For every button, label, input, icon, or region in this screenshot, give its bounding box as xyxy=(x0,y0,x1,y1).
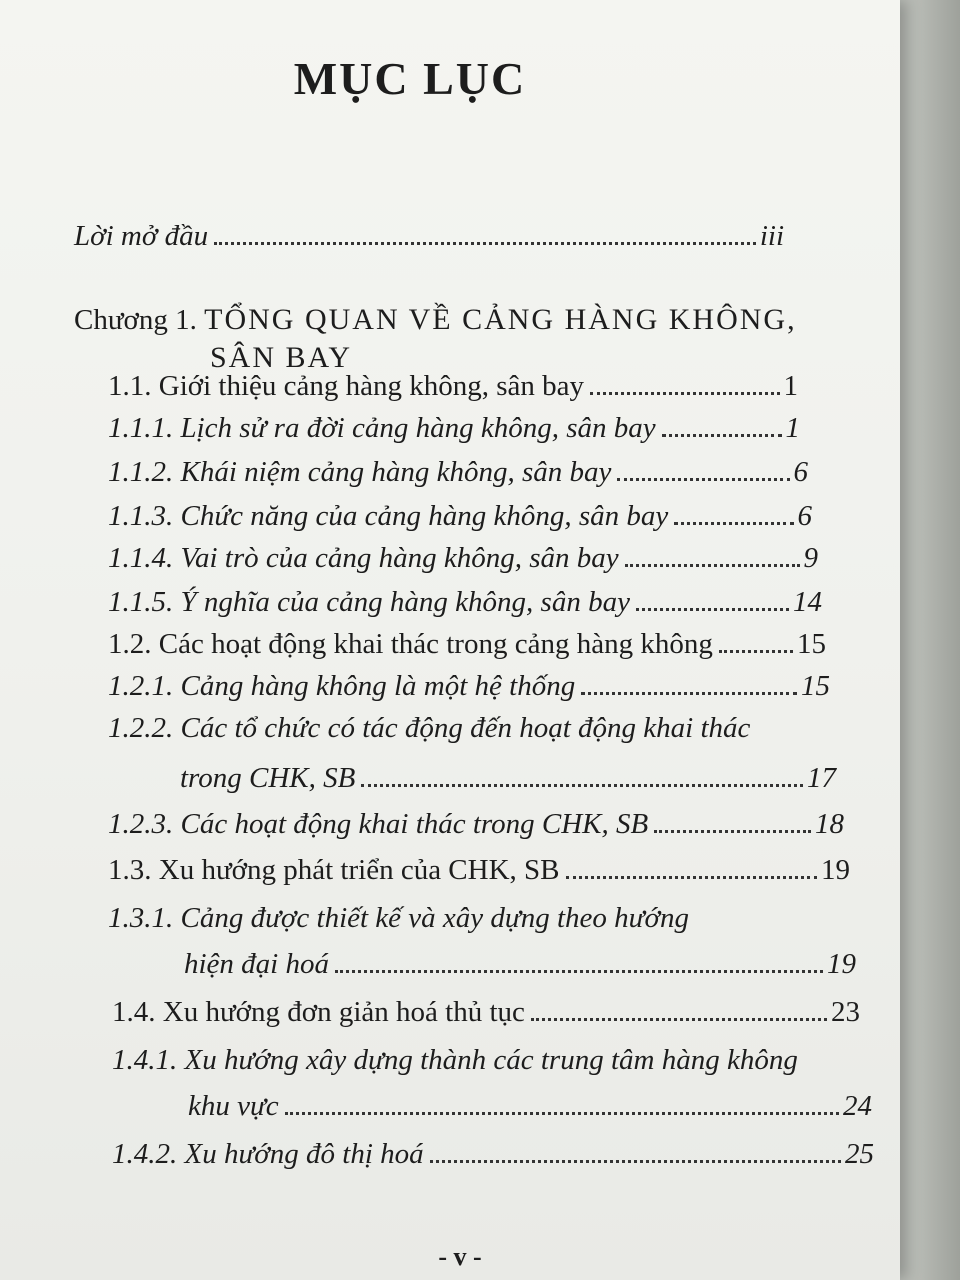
toc-entry xyxy=(112,1136,874,1172)
dot-leader xyxy=(214,242,756,245)
toc-page-number: 6 xyxy=(793,456,808,488)
toc-page-number: 17 xyxy=(807,762,836,794)
toc-page-number: 25 xyxy=(845,1138,874,1170)
dot-leader xyxy=(662,434,782,437)
chapter-title: TỔNG QUAN VỀ CẢNG HÀNG KHÔNG, xyxy=(204,303,797,336)
dot-leader xyxy=(566,876,817,879)
dot-leader xyxy=(285,1112,839,1115)
toc-entry-label: 1.2.1. Cảng hàng không là một hệ thống xyxy=(108,670,576,702)
toc-entry-label: 1.4. Xu hướng đơn giản hoá thủ tục xyxy=(112,996,525,1028)
toc-entry xyxy=(108,368,798,404)
page-title: MỤC LỤC xyxy=(293,53,527,104)
toc-entry-label: 1.1.1. Lịch sử ra đời cảng hàng không, sân bay xyxy=(108,412,656,444)
toc-page-number: 18 xyxy=(815,808,844,840)
toc-entry xyxy=(108,584,822,620)
toc-entry-label: 1.1. Giới thiệu cảng hàng không, sân bay xyxy=(108,370,585,402)
dot-leader xyxy=(625,564,800,567)
toc-entry xyxy=(108,540,818,576)
toc-entry-label: 1.2. Các hoạt động khai thác trong cảng hàng không xyxy=(108,628,713,660)
toc-entry-label: Lời mở đầu xyxy=(74,220,209,252)
chapter-heading xyxy=(74,300,797,340)
toc-entry-label: khu vực xyxy=(188,1090,279,1122)
toc-page-number: 24 xyxy=(843,1090,872,1122)
toc-page-number: 15 xyxy=(797,628,826,660)
toc-entry xyxy=(108,498,812,534)
chapter-title-line2: SÂN BAY xyxy=(210,341,353,374)
toc-page-number: 19 xyxy=(821,854,850,886)
toc-page-number: 6 xyxy=(797,500,812,532)
toc-entry-label: 1.2.2. Các tổ chức có tác động đến hoạt động khai thác xyxy=(108,712,751,744)
toc-page-number: 9 xyxy=(803,542,818,574)
toc-entry xyxy=(108,410,800,446)
toc-entry xyxy=(112,994,860,1030)
dot-leader xyxy=(636,608,789,611)
toc-entry-label: 1.3.1. Cảng được thiết kế và xây dựng theo hướng xyxy=(108,902,689,934)
toc-entry-label: 1.1.5. Ý nghĩa của cảng hàng không, sân bay xyxy=(108,586,630,618)
toc-page-number: 1 xyxy=(785,412,800,444)
dot-leader xyxy=(719,650,793,653)
toc-page-number: 15 xyxy=(801,670,830,702)
dot-leader xyxy=(617,478,789,481)
toc-page-number: 1 xyxy=(783,370,798,402)
toc-entry-label: 1.4.2. Xu hướng đô thị hoá xyxy=(112,1138,424,1170)
chapter-prefix: Chương 1. xyxy=(74,304,197,336)
dot-leader xyxy=(654,830,811,833)
dot-leader xyxy=(590,392,779,395)
toc-entry-label: 1.1.4. Vai trò của cảng hàng không, sân bay xyxy=(108,542,619,574)
toc-page-number: iii xyxy=(759,220,784,252)
toc-entry xyxy=(108,852,850,888)
toc-page-number: 14 xyxy=(793,586,822,618)
toc-page-number: 19 xyxy=(827,948,856,980)
dot-leader xyxy=(430,1160,841,1163)
dot-leader xyxy=(581,692,797,695)
page-number-footer: - v - xyxy=(438,1242,482,1271)
dot-leader xyxy=(361,784,803,787)
dot-leader xyxy=(335,970,823,973)
toc-entry-label: hiện đại hoá xyxy=(184,948,329,980)
toc-page-number: 23 xyxy=(831,996,860,1028)
toc-entry-continuation xyxy=(184,946,856,982)
toc-entry xyxy=(108,626,826,662)
toc-entry-intro xyxy=(74,218,784,254)
toc-entry xyxy=(108,454,808,490)
toc-entry-continuation xyxy=(188,1088,872,1124)
toc-entry-continuation xyxy=(180,760,836,796)
toc-entry-label: 1.2.3. Các hoạt động khai thác trong CHK, SB xyxy=(108,808,649,840)
toc-entry-label: 1.3. Xu hướng phát triển của CHK, SB xyxy=(108,854,560,886)
toc-entry-label: 1.4.1. Xu hướng xây dựng thành các trung tâm hàng không xyxy=(112,1044,798,1076)
toc-entry-label: 1.1.2. Khái niệm cảng hàng không, sân bay xyxy=(108,456,612,488)
dot-leader xyxy=(674,522,793,525)
toc-entry xyxy=(108,806,844,842)
toc-entry xyxy=(108,668,830,704)
dot-leader xyxy=(531,1018,827,1021)
toc-entry-label: trong CHK, SB xyxy=(180,762,356,794)
toc-entry-label: 1.1.3. Chức năng của cảng hàng không, sân bay xyxy=(108,500,669,532)
